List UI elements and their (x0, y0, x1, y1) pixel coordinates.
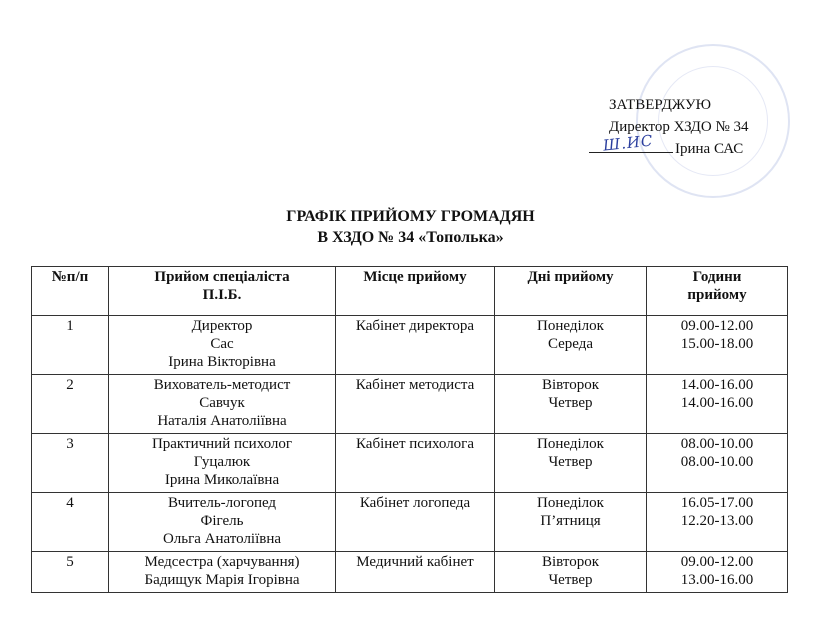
table-row (32, 375, 788, 434)
handwritten-signature: Ш.ИС (602, 131, 655, 155)
hours-1: 14.00-16.00 (680, 377, 754, 393)
row-place: Кабінет психолога (336, 434, 495, 493)
title-line-1: ГРАФІК ПРИЙОМУ ГРОМАДЯН (286, 208, 535, 225)
signature-underline (589, 131, 673, 155)
row-hours (647, 493, 788, 552)
hours-1: 08.00-10.00 (680, 436, 754, 452)
specialist-surname: Савчук (199, 395, 245, 411)
row-days (495, 375, 647, 434)
specialist-surname: Сас (210, 336, 234, 352)
hours-1: 09.00-12.00 (680, 318, 754, 334)
hours-2: 08.00-10.00 (680, 454, 754, 470)
day-1: Понеділок (537, 318, 604, 334)
row-num: 4 (32, 493, 109, 552)
hours-1: 16.05-17.00 (680, 495, 754, 511)
row-hours (647, 552, 788, 593)
header-hours-line1: Години (692, 269, 742, 285)
hours-2: 15.00-18.00 (680, 336, 754, 352)
day-2: П’ятниця (540, 513, 601, 529)
header-hours (647, 267, 788, 316)
day-2: Четвер (548, 572, 593, 588)
row-specialist (109, 316, 336, 375)
header-specialist-line2: П.І.Б. (202, 287, 242, 303)
row-hours (647, 434, 788, 493)
row-days (495, 316, 647, 375)
title-line-2: В ХЗДО № 34 «Тополька» (317, 229, 504, 246)
approval-block (602, 94, 749, 160)
header-days: Дні прийому (495, 267, 647, 316)
approval-heading: ЗАТВЕРДЖУЮ (609, 97, 712, 113)
row-days (495, 552, 647, 593)
specialist-position: Вчитель-логопед (167, 495, 277, 511)
specialist-name: Ольга Анатоліївна (162, 531, 282, 547)
day-1: Понеділок (537, 436, 604, 452)
row-num: 1 (32, 316, 109, 375)
specialist-position: Директор (191, 318, 253, 334)
row-place: Кабінет логопеда (336, 493, 495, 552)
row-specialist (109, 493, 336, 552)
table-row (32, 434, 788, 493)
row-place: Медичний кабінет (336, 552, 495, 593)
specialist-name: Бадищук Марія Ігорівна (144, 572, 300, 588)
day-1: Понеділок (537, 495, 604, 511)
header-num: №п/п (32, 267, 109, 316)
row-specialist (109, 375, 336, 434)
header-hours-line2: прийому (687, 287, 747, 303)
specialist-name: Ірина Миколаївна (164, 472, 280, 488)
specialist-surname: Гуцалюк (193, 454, 251, 470)
day-2: Середа (547, 336, 594, 352)
header-specialist-line1: Прийом спеціаліста (154, 269, 290, 285)
day-1: Вівторок (541, 554, 600, 570)
specialist-position: Практичний психолог (151, 436, 293, 452)
row-num: 5 (32, 552, 109, 593)
schedule-table (31, 266, 788, 593)
day-2: Четвер (548, 395, 593, 411)
table-row (32, 552, 788, 593)
approval-signature-line (589, 131, 749, 160)
header-place: Місце прийому (336, 267, 495, 316)
row-place: Кабінет директора (336, 316, 495, 375)
row-days (495, 434, 647, 493)
specialist-position: Медсестра (харчування) (144, 554, 300, 570)
day-2: Четвер (548, 454, 593, 470)
document-title (0, 206, 821, 248)
hours-1: 09.00-12.00 (680, 554, 754, 570)
row-specialist (109, 434, 336, 493)
hours-2: 12.20-13.00 (680, 513, 754, 529)
specialist-name: Наталія Анатоліївна (157, 413, 287, 429)
header-specialist (109, 267, 336, 316)
table-row (32, 493, 788, 552)
row-place: Кабінет методиста (336, 375, 495, 434)
hours-2: 14.00-16.00 (680, 395, 754, 411)
table-header-row (32, 267, 788, 316)
row-hours (647, 316, 788, 375)
day-1: Вівторок (541, 377, 600, 393)
row-num: 3 (32, 434, 109, 493)
row-num: 2 (32, 375, 109, 434)
specialist-position: Вихователь-методист (153, 377, 291, 393)
table-row (32, 316, 788, 375)
specialist-name: Ірина Вікторівна (168, 354, 276, 370)
hours-2: 13.00-16.00 (680, 572, 754, 588)
row-specialist (109, 552, 336, 593)
row-hours (647, 375, 788, 434)
specialist-surname: Фігель (200, 513, 244, 529)
row-days (495, 493, 647, 552)
approval-position: Директор ХЗДО № 34 (609, 119, 749, 135)
approval-signer: Ірина САС (675, 141, 744, 157)
